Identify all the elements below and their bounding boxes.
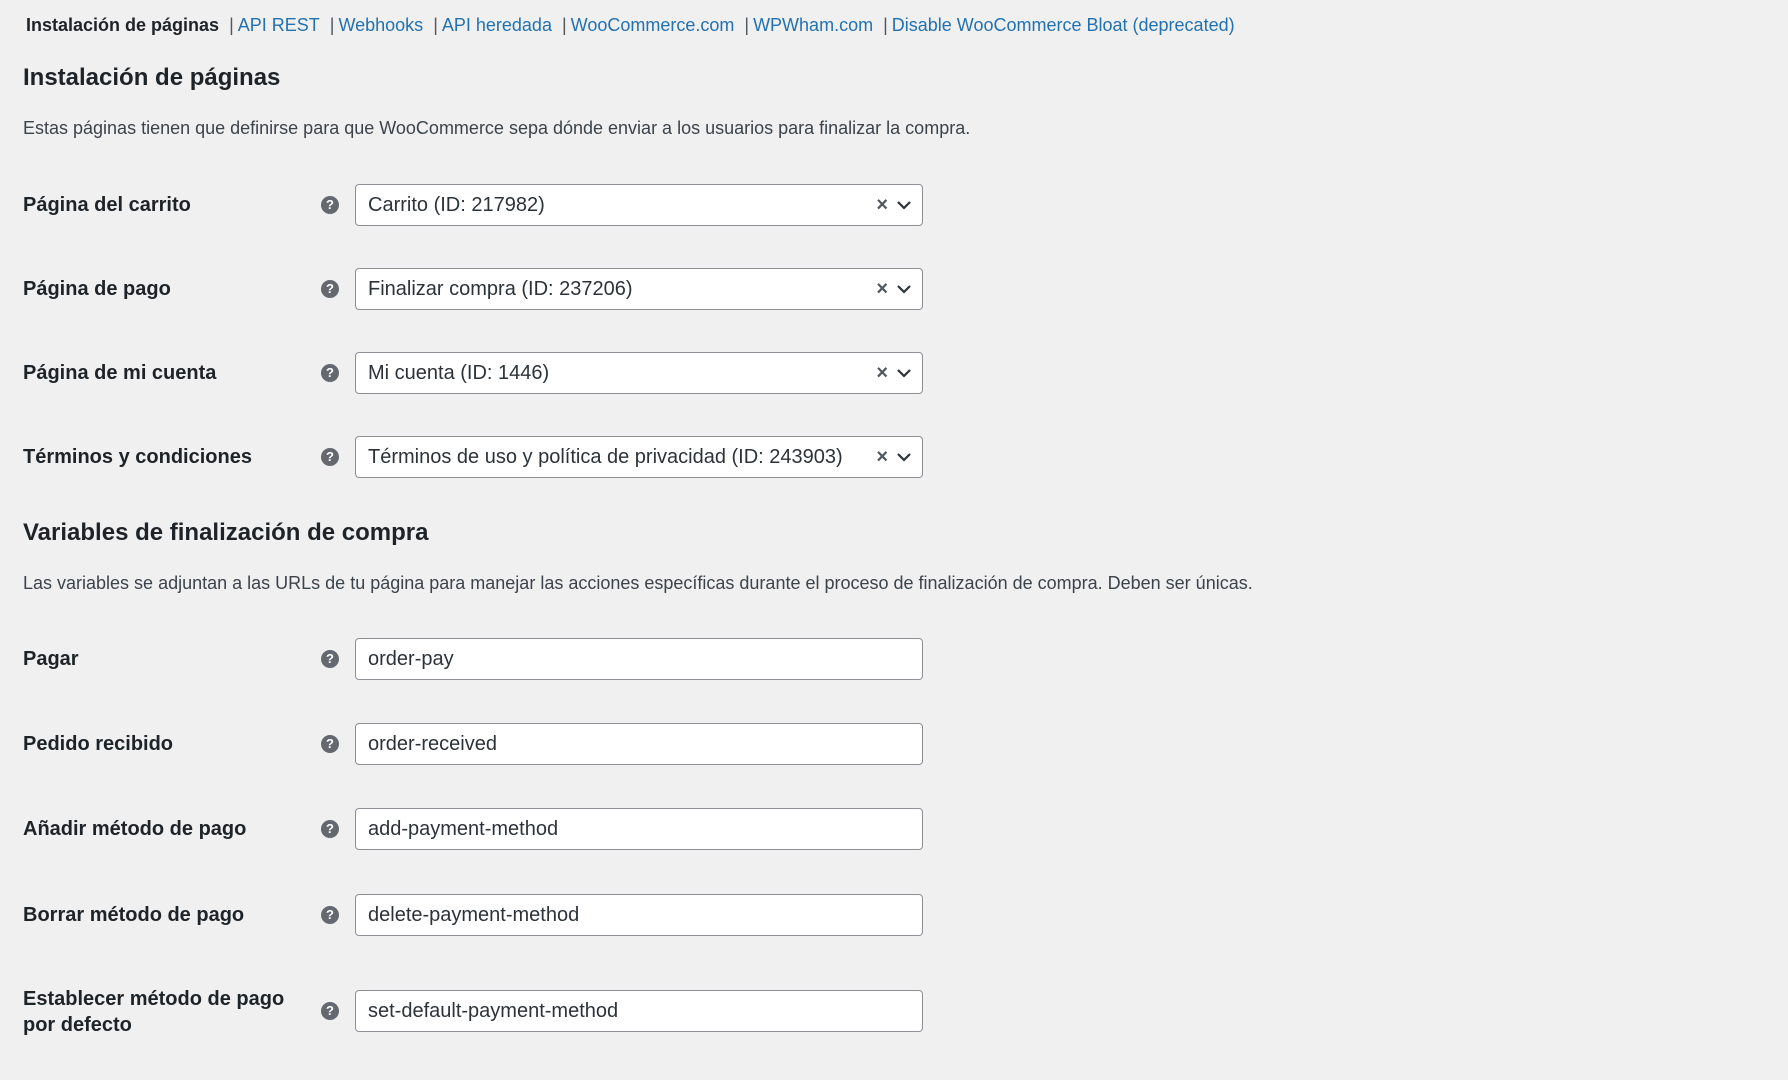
set-default-payment-method-endpoint-input[interactable] [355, 990, 923, 1032]
close-icon[interactable]: × [876, 194, 888, 216]
delete-payment-method-endpoint-input[interactable] [355, 894, 923, 936]
setting-label: Página de pago [23, 278, 171, 300]
subsection-nav [26, 12, 1235, 38]
setting-label: Borrar método de pago [23, 904, 245, 926]
setting-label: Pedido recibido [23, 733, 174, 755]
myaccount-page-select[interactable] [355, 352, 923, 394]
nav-separator: | [561, 14, 567, 35]
question-mark-circle-icon[interactable]: ? [321, 280, 339, 298]
question-mark-circle-icon[interactable]: ? [321, 906, 339, 924]
checkout-page-select[interactable] [355, 268, 923, 310]
nav-link-webhooks[interactable]: Webhooks [338, 14, 424, 35]
nav-separator: | [329, 14, 335, 35]
nav-current-page-setup: Instalación de páginas [26, 14, 220, 35]
question-mark-circle-icon[interactable]: ? [321, 364, 339, 382]
chevron-down-icon[interactable] [896, 283, 912, 295]
setting-label: Añadir método de pago [23, 818, 247, 840]
order-pay-endpoint-input[interactable] [355, 638, 923, 680]
question-mark-circle-icon[interactable]: ? [321, 1002, 339, 1020]
setting-label [23, 986, 303, 1038]
setting-label-line: por defecto [23, 1014, 132, 1036]
question-mark-circle-icon[interactable]: ? [321, 448, 339, 466]
setting-label-line: Establecer método de pago [23, 988, 285, 1010]
terms-page-select[interactable] [355, 436, 923, 478]
select-value: Finalizar compra (ID: 237206) [368, 278, 633, 300]
nav-link-wpwham[interactable]: WPWham.com [753, 14, 874, 35]
select-value: Carrito (ID: 217982) [368, 194, 545, 216]
nav-separator: | [744, 14, 750, 35]
select-value: Términos de uso y política de privacidad (ID: 243903) [368, 446, 843, 468]
nav-link-api-rest[interactable]: API REST [237, 14, 320, 35]
select-value: Mi cuenta (ID: 1446) [368, 362, 550, 384]
chevron-down-icon[interactable] [896, 199, 912, 211]
nav-link-legacy-api[interactable]: API heredada [441, 14, 552, 35]
close-icon[interactable]: × [876, 278, 888, 300]
setting-label: Pagar [23, 648, 79, 670]
add-payment-method-endpoint-input[interactable] [355, 808, 923, 850]
question-mark-circle-icon[interactable]: ? [321, 196, 339, 214]
setting-label: Página de mi cuenta [23, 362, 217, 384]
nav-separator: | [883, 14, 888, 35]
chevron-down-icon[interactable] [896, 451, 912, 463]
nav-separator: | [433, 14, 438, 35]
close-icon[interactable]: × [876, 446, 888, 468]
nav-link-disable-bloat[interactable]: Disable WooCommerce Bloat (deprecated) [891, 14, 1235, 35]
close-icon[interactable]: × [876, 362, 888, 384]
section-title-page-setup: Instalación de páginas [23, 64, 281, 91]
nav-separator: | [229, 14, 234, 35]
setting-label: Página del carrito [23, 194, 191, 216]
chevron-down-icon[interactable] [896, 367, 912, 379]
nav-link-woocommerce-com[interactable]: WooCommerce.com [570, 14, 735, 35]
setting-label: Términos y condiciones [23, 446, 252, 468]
section-description-page-setup: Estas páginas tienen que definirse para que WooCommerce sepa dónde enviar a los usuarios para finalizar la compra. [23, 118, 971, 138]
question-mark-circle-icon[interactable]: ? [321, 650, 339, 668]
section-title-checkout-endpoints: Variables de finalización de compra [23, 519, 429, 546]
question-mark-circle-icon[interactable]: ? [321, 735, 339, 753]
cart-page-select[interactable] [355, 184, 923, 226]
order-received-endpoint-input[interactable] [355, 723, 923, 765]
question-mark-circle-icon[interactable]: ? [321, 820, 339, 838]
section-description-checkout-endpoints: Las variables se adjuntan a las URLs de tu página para manejar las acciones específicas durante el proceso de finalización de compra. Deben ser únicas. [23, 573, 1253, 593]
